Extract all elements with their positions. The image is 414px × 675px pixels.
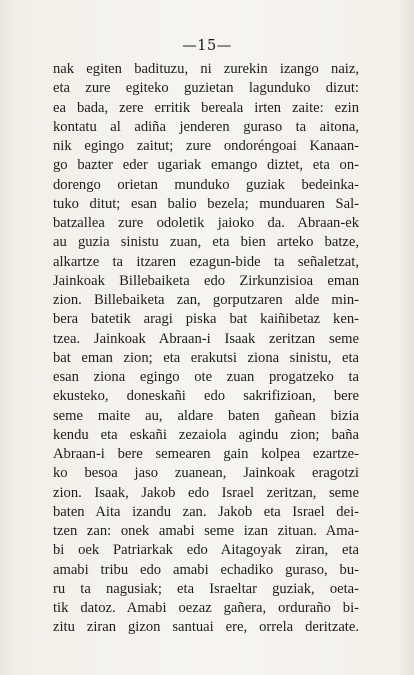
text-line: batzallea zure odoletik jaioko da. Abraan-ek bbox=[53, 215, 359, 231]
text-line: eta zure egiteko guzietan lagunduko dizut: bbox=[53, 80, 359, 97]
text-line: ea bada, zere erritik bereala irten zaite: ezin bbox=[53, 99, 359, 116]
text-line: seme maite au, aldare baten gañean bizia bbox=[53, 407, 359, 424]
text-line: nik egingo zaitut; zure ondoréngoai Kanaan- bbox=[53, 138, 359, 154]
text-line: ekusteko, doneskañi edo sakrifizioan, bere bbox=[53, 388, 359, 405]
text-line: ko besoa jaso zuanean, Jainkoak eragotzi bbox=[53, 465, 359, 482]
text-line: esan ziona egingo ote zuan progatzeko ta bbox=[53, 369, 359, 385]
text-line: zion. Billebaiketa zan, gorputzaren alde min- bbox=[53, 292, 359, 308]
text-line: nak egiten badituzu, ni zurekin izango naiz, bbox=[53, 61, 359, 77]
text-line: go bazter eder ugariak emango diztet, eta on- bbox=[53, 157, 359, 174]
text-line: amabi tribu edo amabi echadiko guraso, bu- bbox=[53, 561, 359, 578]
text-line: bat eman zion; eta erakutsi ziona sinistu, eta bbox=[53, 349, 359, 366]
text-line: tik datoz. Amabi oezaz gañera, orduraño bi- bbox=[53, 600, 359, 616]
text-line: baten Aita izandu zan. Jakob eta Israel dei- bbox=[53, 503, 359, 520]
text-line: dorengo orietan munduko guziak bedeinka- bbox=[53, 176, 359, 193]
text-line: kendu eta eskañi zezaiola agindu zion; baña bbox=[53, 426, 359, 443]
page-number: —15— bbox=[182, 38, 232, 54]
text-line: tuko ditut; esan balio bezela; munduaren Sal- bbox=[53, 195, 359, 212]
text-line: zion. Isaak, Jakob edo Israel zeritzan, seme bbox=[53, 484, 359, 501]
text-line: tzen zan: onek amabi seme izan zituan. Ama- bbox=[53, 523, 359, 539]
text-line: alkartze ta itzaren ezagun-bide ta señaletzat, bbox=[53, 253, 359, 270]
text-line: zitu ziran gizon santuai ere, orrela deritzate. bbox=[53, 619, 359, 636]
text-line: ru ta nagusiak; eta Israeltar guziak, oeta- bbox=[53, 580, 359, 597]
text-line: au guzia sinistu zuan, eta bien arteko batze, bbox=[53, 234, 359, 251]
body-text bbox=[53, 60, 359, 638]
text-line: Abraan-i bere semearen gain kolpea ezartze- bbox=[53, 446, 359, 462]
text-line: tzea. Jainkoak Abraan-i Isaak zeritzan seme bbox=[53, 330, 359, 347]
text-line: bi oek Patriarkak edo Aitagoyak ziran, eta bbox=[53, 542, 359, 559]
text-line: Jainkoak Billebaiketa edo Zirkunzisioa eman bbox=[53, 272, 359, 289]
text-line: bera batetik aragi piska bat kaiñibetaz ken- bbox=[53, 311, 359, 328]
text-line: kontatu al adiña jenderen guraso ta aitona, bbox=[53, 118, 359, 135]
